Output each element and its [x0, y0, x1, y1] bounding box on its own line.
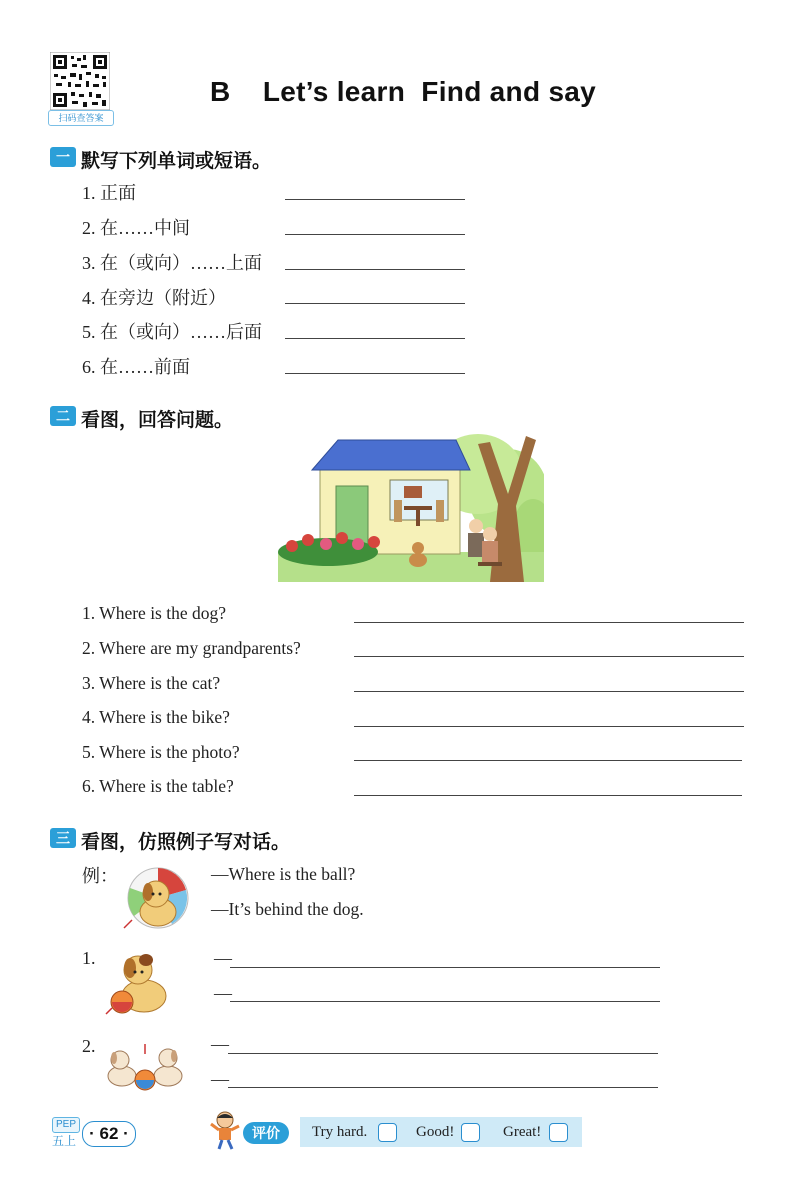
- vocab-answer-line-1[interactable]: [285, 199, 465, 200]
- good-label: Good!: [416, 1124, 455, 1140]
- answer-line-4[interactable]: [354, 726, 744, 727]
- vocab-answer-line-3[interactable]: [285, 269, 465, 270]
- vocab-answer-line-5[interactable]: [285, 338, 465, 339]
- dialogue-2-label: 2.: [82, 1036, 96, 1056]
- try-hard-label: Try hard.: [312, 1124, 368, 1140]
- kid-mascot-icon: [208, 1110, 242, 1150]
- great-checkbox[interactable]: [549, 1123, 568, 1142]
- question-2: 2. Where are my grandparents?: [82, 638, 301, 658]
- dialogue-1-label: 1.: [82, 948, 96, 968]
- question-5: 5. Where is the photo?: [82, 742, 240, 762]
- qr-caption: 扫码查答案: [48, 110, 114, 126]
- section-3-badge: 三: [50, 828, 76, 848]
- house-scene-illustration: [278, 434, 544, 582]
- vocab-item-5: 5. 在（或向）……后面: [82, 322, 262, 342]
- question-1: 1. Where is the dog?: [82, 603, 227, 623]
- answer-line-3[interactable]: [354, 691, 744, 692]
- section-2-badge: 二: [50, 406, 76, 426]
- dialogue-1-line-2[interactable]: [230, 1001, 660, 1002]
- vocab-answer-line-4[interactable]: [285, 303, 465, 304]
- section-1-title: 默写下列单词或短语。: [81, 151, 272, 172]
- vocab-item-6: 6. 在……前面: [82, 357, 190, 377]
- good-checkbox[interactable]: [461, 1123, 480, 1142]
- dialogue-2-dash-2: —: [211, 1069, 229, 1089]
- vocab-answer-line-6[interactable]: [285, 373, 465, 374]
- page-title: B Let’s learn Find and say: [210, 76, 597, 107]
- question-4: 4. Where is the bike?: [82, 707, 230, 727]
- great-label: Great!: [503, 1124, 542, 1140]
- example-question: —Where is the ball?: [211, 864, 356, 884]
- grade-label: 五上: [52, 1134, 77, 1148]
- dialogue-1-line-1[interactable]: [230, 967, 660, 968]
- question-3: 3. Where is the cat?: [82, 673, 221, 693]
- evaluation-badge: 评价: [243, 1122, 289, 1144]
- dialogue-2-line-1[interactable]: [228, 1053, 658, 1054]
- example-dog-ball-illustration: [120, 864, 194, 938]
- answer-line-1[interactable]: [354, 622, 744, 623]
- example-answer: —It’s behind the dog.: [211, 899, 364, 919]
- vocab-answer-line-2[interactable]: [285, 234, 465, 235]
- answer-line-6[interactable]: [354, 795, 742, 796]
- answer-line-2[interactable]: [354, 656, 744, 657]
- vocab-item-4: 4. 在旁边（附近）: [82, 288, 226, 308]
- pep-badge: PEP: [52, 1117, 80, 1133]
- dialogue-1-dash-1: —: [214, 948, 232, 968]
- page-number: · 62 ·: [82, 1121, 136, 1147]
- dialogue-2-line-2[interactable]: [228, 1087, 658, 1088]
- answer-line-5[interactable]: [354, 760, 742, 761]
- vocab-item-1: 1. 正面: [82, 183, 136, 203]
- dialogue-1-dash-2: —: [214, 983, 232, 1003]
- section-2-title: 看图，回答问题。: [81, 410, 234, 431]
- vocab-item-3: 3. 在（或向）……上面: [82, 253, 262, 273]
- vocab-item-2: 2. 在……中间: [82, 218, 190, 238]
- dialogue-2-dash-1: —: [211, 1034, 229, 1054]
- dialogue-1-dog-ball-illustration: [104, 950, 174, 1018]
- section-3-title: 看图，仿照例子写对话。: [81, 832, 291, 853]
- question-6: 6. Where is the table?: [82, 776, 234, 796]
- dialogue-2-dogs-ball-illustration: [102, 1040, 190, 1092]
- example-label: 例：: [82, 866, 118, 886]
- try-hard-checkbox[interactable]: [378, 1123, 397, 1142]
- section-1-badge: 一: [50, 147, 76, 167]
